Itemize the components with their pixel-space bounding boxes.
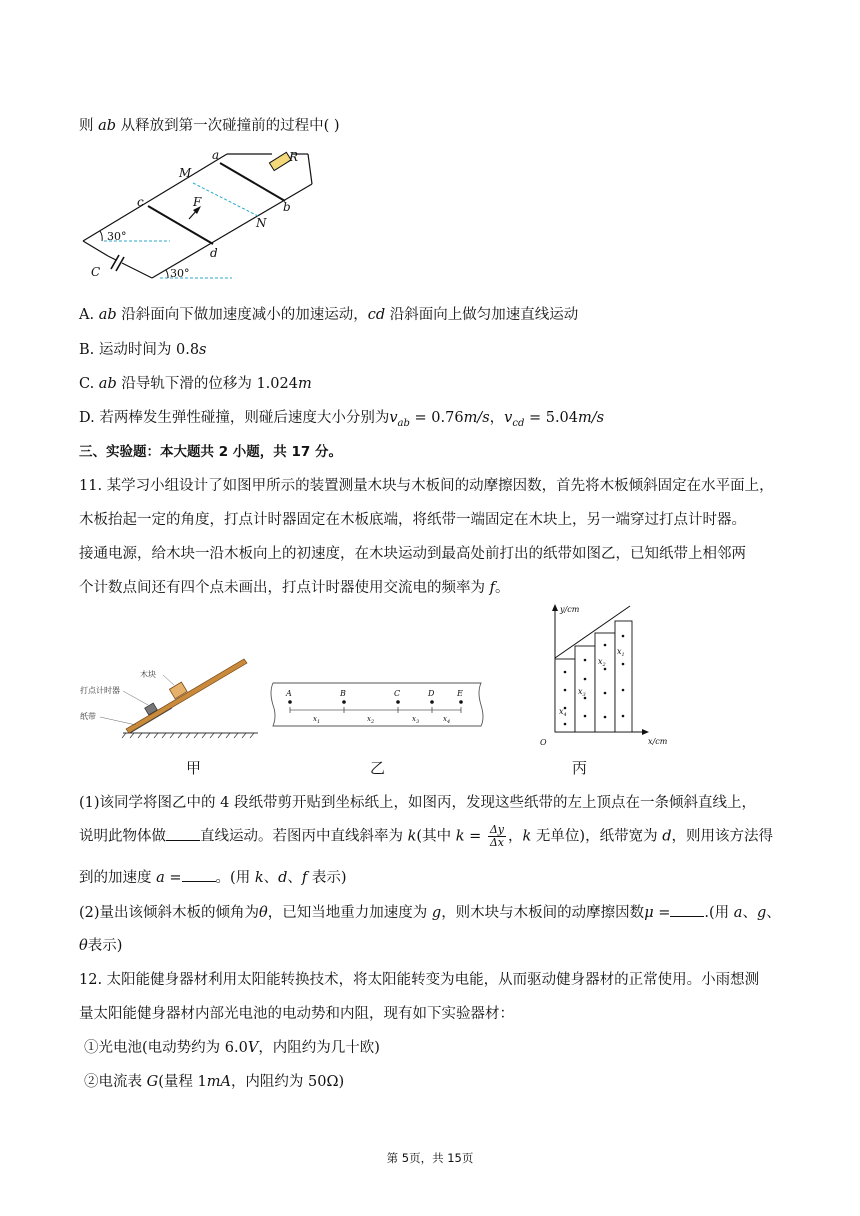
q12-item-2 [84,1070,344,1091]
axis-y-label: y/cm [560,605,580,614]
q12-item-2-text: ②电流表 [84,1074,147,1090]
part1-text-4: 无单位)，纸带宽为 [531,828,663,845]
option-C-prefix: C. [79,376,99,392]
q12-item-1 [84,1036,380,1057]
label-a: a [212,148,220,162]
part1-var-f: f [301,870,308,886]
option-D-text2: = 0.76 [409,410,464,426]
q12-item-2-rest: ，内阻约为 50Ω) [230,1074,345,1090]
part1-text-3: (其中 [416,828,456,845]
q11-line-2: 木板抬起一定的角度，打点计时器固定在木板底端，将纸带一端固定在木块上，另一端穿过打点计时器。 [79,512,746,528]
caption-jia: 甲 [186,759,202,777]
q12-item-1-rest: ，内阻约为几十欧) [258,1040,380,1056]
caption-yi: 乙 [370,759,386,777]
part1-sep-1: 、 [263,870,279,886]
part2-sep-2: 、 [766,905,781,921]
part2-var-mu: μ [644,905,654,921]
segment-x1: $x_1$ [313,715,321,725]
part2-text-1: (2)量出该倾斜木板的倾角为 [79,905,260,921]
q11-line-3: 接通电源，给木块一沿木板向上的初速度，在木块运动到最高处前打出的纸带如图乙，已知纸带上相邻两 [79,546,746,562]
strip-x2: $x_2$ [598,657,606,668]
strip-x4: $x_4$ [559,707,567,718]
part2-line-1 [79,901,781,922]
part2-text-3: ，则木块与木板间的动摩擦因数 [441,905,645,921]
option-B [79,338,207,359]
part2-var-theta: θ [259,905,268,921]
part1-text-7: 。(用 [215,870,255,886]
part1-text-1: 说明此物体做 [79,828,166,845]
q12-item-2-range: (量程 1 [158,1074,207,1090]
part1-text-5: ，则用该方法得 [671,828,773,845]
option-D [79,406,604,429]
slope-fraction [488,824,506,849]
part2-line-2 [79,934,122,955]
part1-line-3 [79,866,347,887]
option-A-var1: ab [98,307,117,323]
label-block: 木块 [140,670,156,679]
q12-line-2: 量太阳能健身器材内部光电池的电动势和内阻，现有如下实验器材： [79,1006,514,1022]
answer-blank-1[interactable] [166,828,200,841]
label-timer: 打点计时器 [80,686,120,695]
part2-var-g2: g [756,905,767,921]
option-B-text: B. 运动时间为 0.8 [79,342,200,358]
option-A-text1: 沿斜面向下做加速度减小的加速运动， [116,307,368,323]
q11-line-4 [79,576,509,597]
part1-sep-2: 、 [287,870,302,886]
resistor-icon [269,152,291,170]
strip-x3: $x_3$ [578,687,586,698]
option-D-text1: D. 若两棒发生弹性碰撞，则碰后速度大小分别为 [79,410,390,426]
tape-point-C: C [394,689,401,698]
part2-text-5: 表示) [87,938,123,954]
figure-yi-tape [268,680,488,730]
option-B-unit: s [199,342,207,358]
label-tape: 纸带 [80,712,96,721]
part1-var-a: a [156,870,165,886]
page-footer: 第 5页，共 15页 [386,1151,474,1165]
label-C: C [91,265,101,279]
figure-bing-strips [535,602,675,750]
option-D-text3: ， [489,410,505,426]
answer-blank-2[interactable] [182,869,216,882]
q11-line-4-text: 个计数点间还有四个点未画出，打点计时器使用交流电的频率为 [79,580,490,596]
part1-text-2: 直线运动。若图丙中直线斜率为 [200,828,408,845]
option-A-var2: cd [367,307,386,323]
label-M: M [179,166,192,180]
option-C-text: 沿导轨下滑的位移为 1.024 [116,376,298,392]
option-D-unit1: m/s [463,410,490,426]
q12-item-1-unit: V [247,1040,259,1056]
tape-point-D: D [428,689,435,698]
label-F: F [193,195,202,209]
part1-var-k1: k [407,828,417,845]
part2-var-theta2: θ [79,938,88,954]
part1-var-d2: d [278,870,288,886]
q12-line-1: 12. 太阳能健身器材利用太阳能转换技术，将太阳能转变为电能，从而驱动健身器材的正常使用。小雨想测 [79,972,760,988]
part2-eq: = [653,905,671,921]
option-A-text2: 沿斜面向上做匀加速直线运动 [385,307,579,323]
segment-x4: $x_4$ [443,715,451,725]
segment-x2: $x_2$ [367,715,375,725]
axis-origin: O [540,738,547,747]
option-A-prefix: A. [79,307,99,323]
intro-text-post: 从释放到第一次碰撞前的过程中( ) [116,118,340,134]
option-D-unit2: m/s [578,410,605,426]
angle-label-2: 30° [170,267,190,280]
section-heading: 三、实验题：本大题共 2 小题，共 17 分。 [79,444,342,460]
part1-var-d: d [662,828,672,845]
q11-line-4-end: 。 [494,580,510,596]
part1-text-6: 到的加速度 [79,870,157,886]
segment-x3: $x_3$ [412,715,420,725]
label-b: b [283,200,291,214]
rails-diagram [80,143,320,283]
part1-eq-2: = [164,870,182,886]
answer-blank-3[interactable] [670,904,704,917]
part2-text-4: .(用 [704,905,734,921]
q12-item-1-text: ①光电池(电动势约为 6.0 [84,1040,248,1056]
part1-line-2 [79,824,773,849]
label-R: R [289,150,299,164]
option-C-var: ab [98,376,117,392]
part1-text-8: 表示) [307,870,347,886]
part1-var-k2: k [455,828,465,845]
tape-point-B: B [340,689,346,698]
q12-item-2-unit: mA [206,1074,231,1090]
part1-comma: ， [508,828,523,845]
fraction-denominator: Δx [489,836,505,849]
part2-sep-1: 、 [742,905,757,921]
intro-line [79,114,340,135]
angle-label-1: 30° [107,230,127,243]
part2-var-g: g [431,905,442,921]
figure-jia-incline [78,655,263,740]
option-C [79,372,312,393]
option-D-sub1: ab [397,417,410,429]
axis-x-label: x/cm [648,737,668,746]
label-d: d [210,246,218,260]
option-D-text4: = 5.04 [524,410,579,426]
q12-item-2-var: G [146,1074,159,1090]
option-D-var1: v [389,410,398,426]
option-A [79,303,578,324]
intro-var: ab [98,118,117,134]
intro-text-pre: 则 [79,118,99,134]
part1-var-k4: k [254,870,264,886]
option-C-unit: m [297,376,312,392]
part2-text-2: ，已知当地重力加速度为 [267,905,432,921]
label-c: c [137,195,144,209]
part1-eq: = [464,828,486,845]
strip-x1: $x_1$ [617,647,625,658]
option-D-var2: v [504,410,513,426]
part1-var-k3: k [522,828,532,845]
q11-line-1: 11. 某学习小组设计了如图甲所示的装置测量木块与木板间的动摩擦因数，首先将木板倾斜固定在水平面上， [79,478,774,494]
caption-bing: 丙 [572,759,588,777]
part1-line-1: (1)该同学将图乙中的 4 段纸带剪开贴到坐标纸上，如图丙，发现这些纸带的左上顶点在一条倾斜直线上， [79,795,756,811]
fraction-numerator: Δy [489,823,505,836]
part2-var-a: a [733,905,743,921]
tape-point-E: E [457,689,463,698]
q11-line-4-var: f [489,580,495,596]
label-N: N [256,216,267,230]
tape-point-A: A [286,689,292,698]
option-D-sub2: cd [512,417,525,429]
